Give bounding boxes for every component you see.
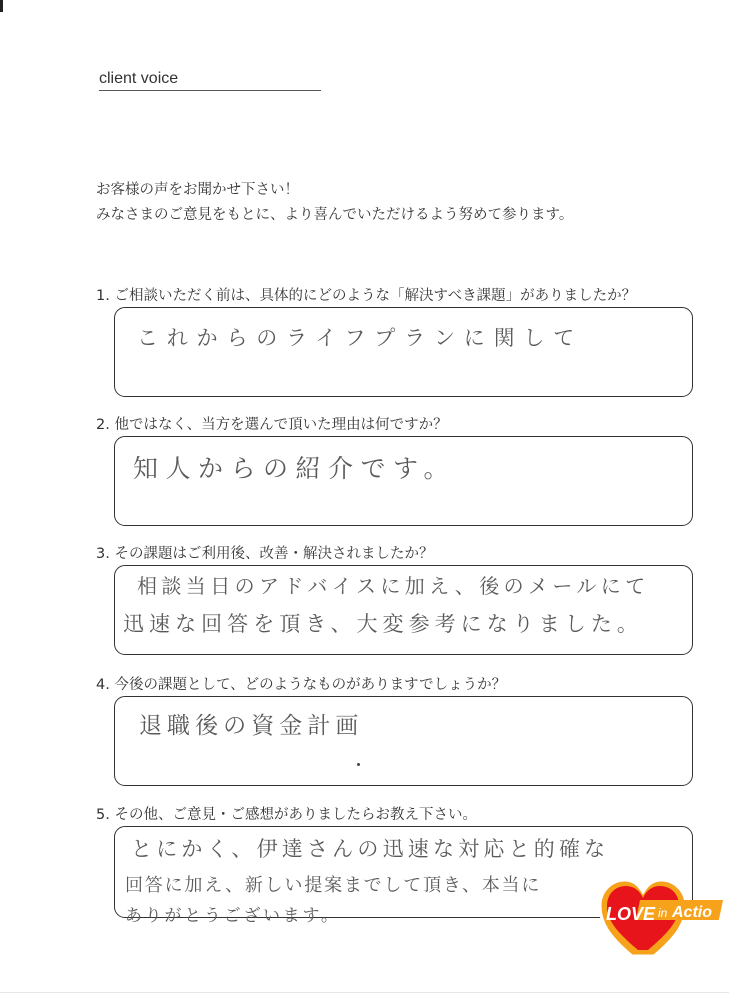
answer-box-4 <box>114 696 693 786</box>
answer-5-line-3: ありがとうございます。 <box>125 906 341 926</box>
logo-text-love: LOVE <box>606 904 656 924</box>
logo-text-action: Actio <box>672 904 712 921</box>
intro-text <box>96 178 573 228</box>
question-4: 4. 今後の課題として、どのようなものがありますでしょうか？ <box>96 677 507 693</box>
question-2: 2. 他ではなく、当方を選んで頂いた理由は何ですか？ <box>96 417 448 433</box>
intro-line-1: お客様の声をお聞かせ下さい！ <box>96 182 299 198</box>
question-3: 3. その課題はご利用後、改善・解決されましたか？ <box>96 546 434 562</box>
answer-5-line-2: 回答に加え、新しい提案までして頂き、本当に <box>125 875 542 896</box>
answer-5-line-1: とにかく、伊達さんの迅速な対応と的確な <box>131 837 610 861</box>
answer-1-line-1: これからのライフプランに関して <box>137 326 584 350</box>
scan-edge-line <box>0 992 729 993</box>
section-label: client voice <box>99 70 321 91</box>
answer-box-1 <box>114 307 693 397</box>
answer-box-3 <box>114 565 693 655</box>
intro-line-2: みなさまのご意見をもとに、より喜んでいただけるよう努めて参ります。 <box>96 207 574 223</box>
answer-3-line-1: 相談当日のアドバイスに加え、後のメールにて <box>137 574 650 598</box>
logo-text-in: in <box>658 906 668 920</box>
pen-dot <box>357 763 360 766</box>
love-in-action-logo <box>598 872 729 958</box>
scan-corner-mark <box>0 0 3 12</box>
answer-4-line-1: 退職後の資金計画 <box>139 713 364 739</box>
answer-3-line-2: 迅速な回答を頂き、大変参考になりました。 <box>123 612 643 636</box>
answer-box-2 <box>114 436 693 526</box>
question-5: 5. その他、ご意見・ご感想がありましたらお教え下さい。 <box>96 807 477 823</box>
question-1: 1. ご相談いただく前は、具体的にどのような「解決すべき課題」がありましたか？ <box>96 288 637 304</box>
answer-2-line-1: 知人からの紹介です。 <box>133 454 457 483</box>
